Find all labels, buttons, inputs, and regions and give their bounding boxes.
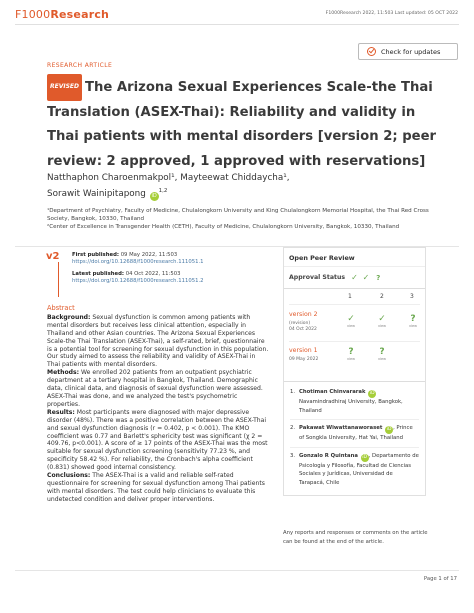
abstract-conclusions [47,472,269,504]
orcid-icon[interactable]: iD [386,427,392,432]
methods-text: We enrolled 202 patients from an outpatient psychiatric department at a tertiary hospital in Bangkok, Thailand. Demographic data, clinical data, and diagnosis of sexual dysfunction were assessed. ASEX-Thai was done, and we analyzed the test's psychometric properties. [47,369,263,408]
view-link: view [377,324,387,328]
check-circle-icon [367,47,376,56]
reviewer-affiliation: Navamindradhiraj University, Bangkok, Thailand [299,399,403,414]
reviewer-affiliation: , Prince of Songkla University, Hat Yai, Thailand [299,425,413,441]
reviewer-number: 1. [290,389,296,395]
open-peer-review-panel [283,247,426,496]
revised-badge: REVISED [47,74,82,101]
version2-revision: (revision) [289,321,311,326]
reviewer-name[interactable]: Gonzalo R Quintana [299,452,358,459]
affiliation-2: ²Center of Excellence in Transgender Health (CETH), Faculty of Medicine, Chulalongkorn University, Bangkok, 10330, Thailand [47,224,400,230]
v2-reviewer1-approved-icon[interactable]: ✓ view [342,314,360,328]
reviewer-col-1: 1 [348,293,352,300]
first-doi-link[interactable]: https://doi.org/10.12688/f1000research.111051.1 [72,259,204,266]
v1-reviewer2-reservations-icon[interactable]: ? view [373,347,391,361]
author-wainipitapong[interactable]: Sorawit Wainipitapong [47,188,146,199]
v2-reviewer3-reservations-icon[interactable]: ? view [404,314,422,328]
v2-reviewer2-approved-icon[interactable]: ✓ view [373,314,391,328]
latest-published-date: 04 Oct 2022, 11:503 [125,271,181,277]
orcid-icon[interactable]: iD [369,391,375,396]
abstract-heading: Abstract [47,304,75,312]
reviewer-col-3: 3 [410,293,414,300]
article-title [47,74,447,174]
latest-published-label: Latest published: [72,271,125,277]
first-published [72,252,204,266]
version1-link[interactable]: version 1 [289,347,318,354]
view-link: view [408,324,418,328]
check-for-updates-button[interactable] [358,43,458,60]
reviewer-col-2: 2 [380,293,384,300]
opr-title: Open Peer Review [284,248,425,267]
reviewer-number: 3. [290,452,296,459]
methods-label: Methods: [47,369,80,377]
first-published-label: First published: [72,252,119,258]
conclusions-text: The ASEX-Thai is a valid and reliable self-rated questionnaire for screening for sexual dysfunction among Thai patients with mental disorders. The test could help clinicians to evaluate this undetected condition and deliver proper interventions. [47,472,265,503]
title-text: The Arizona Sexual Experiences Scale-the Thai Translation (ASEX-Thai): Reliability and validity in Thai patients with mental disorders [version 2; peer review: 2 approved, 1 approved with reservations] [47,80,437,169]
logo-suffix: Research [50,8,110,21]
grid-separator [289,304,420,305]
article-type: RESEARCH ARTICLE [47,62,113,69]
affiliation-1: ¹Department of Psychiatry, Faculty of Medicine, Chulalongkorn University and King Chulalongkorn Memorial Hospital, the Thai Red Cross Society, Bangkok, 10330, Thailand [47,208,429,222]
latest-doi-link[interactable]: https://doi.org/10.12688/f1000research.111051.2 [72,278,204,285]
conclusions-label: Conclusions: [47,472,91,480]
results-text: Most participants were diagnosed with major depressive disorder (48%). There was a positive correlation between the ASEX-Thai and sexual dysfunction diagnosis (r = 0.402, p < 0.001). The KMO coefficient was 0.77 and Barlett's sphericity test was significant (χ 2 = 409.76, p<0.001). A score of ≥ 17 points of the ASEX-Thai was the most suitable for sexual dysfunction screening (sensitivity 77.23 %, and specificity 58.42 %). For reliability, the Cronbach's alpha coefficient (0.831) showed good internal consistency. [47,408,268,472]
first-published-date: 09 May 2022, 11:503 [120,252,178,258]
reviewer-number: 2. [290,425,296,431]
approval-status [284,267,425,289]
page-number: Page 1 of 17 [423,576,457,582]
reviewer-name[interactable]: Chotiman Chinvararak [299,389,366,395]
reviewer-item [290,420,419,448]
header-divider [15,24,459,25]
peer-review-note: Any reports and responses or comments on the article can be found at the end of the article. [283,530,428,545]
f1000-logo [15,8,109,21]
review-grid [284,289,425,381]
abstract-results [47,409,269,472]
footer-divider [15,570,459,571]
background-text: Sexual dysfunction is common among patients with mental disorders but receives less clinical attention, especially in Thailand and other Asian countries. The Arizona Sexual Experiences Scale-the Thai Translation (ASEX-Thai), a self-rated, brief, questionnaire is a potential tool for screening for sexual dysfunction in this population. Our study aimed to assess the reliability and validity of ASEX-Thai in Thai patients with mental disorders. [47,313,269,369]
author-list [47,172,447,201]
reviewer-list [284,381,425,495]
orcid-icon[interactable]: iD [362,454,367,460]
version1-date: 09 May 2022 [289,357,319,362]
abstract [47,305,269,504]
orcid-icon[interactable]: iD [151,192,157,199]
view-link: view [346,324,356,328]
grid-separator [289,341,420,342]
reviewer-item [290,384,419,420]
version-label: v2 [46,251,60,262]
approved-check-icons: ✓ ✓ [351,273,371,282]
header-meta: F1000Research 2022, 11:503 Last updated: 05 OCT 2022 [325,11,458,16]
authors-line-1: Natthaphon Charoenmakpol¹, Mayteewat Chiddaycha¹, [47,173,290,183]
v1-reviewer1-reservations-icon[interactable]: ? view [342,347,360,361]
reviewer-item [290,448,419,492]
reservation-question-icon: ? [376,273,381,282]
view-link: view [377,357,387,361]
version2-link[interactable]: version 2 [289,311,318,318]
view-link: view [346,357,356,361]
latest-published [72,271,204,285]
version-timeline [58,262,59,297]
reviewer-affiliation: , Departamento de Psicología y Filosofía, Facultad de Ciencias Sociales y Jurídicas, Universidad de Tarapacá, Chile [299,452,419,486]
reviewer-name[interactable]: Pakawat Wiwattanaworaset [299,425,383,431]
logo-prefix: F1000 [15,8,51,21]
version2-date: 04 Oct 2022 [289,327,317,332]
author-sup: 1,2 [158,188,168,194]
abstract-background [47,314,269,369]
background-label: Background: [47,313,91,321]
results-label: Results: [47,408,75,416]
approval-status-label: Approval Status [289,274,346,281]
abstract-methods [47,369,269,409]
check-for-updates-label: Check for updates [381,47,441,56]
